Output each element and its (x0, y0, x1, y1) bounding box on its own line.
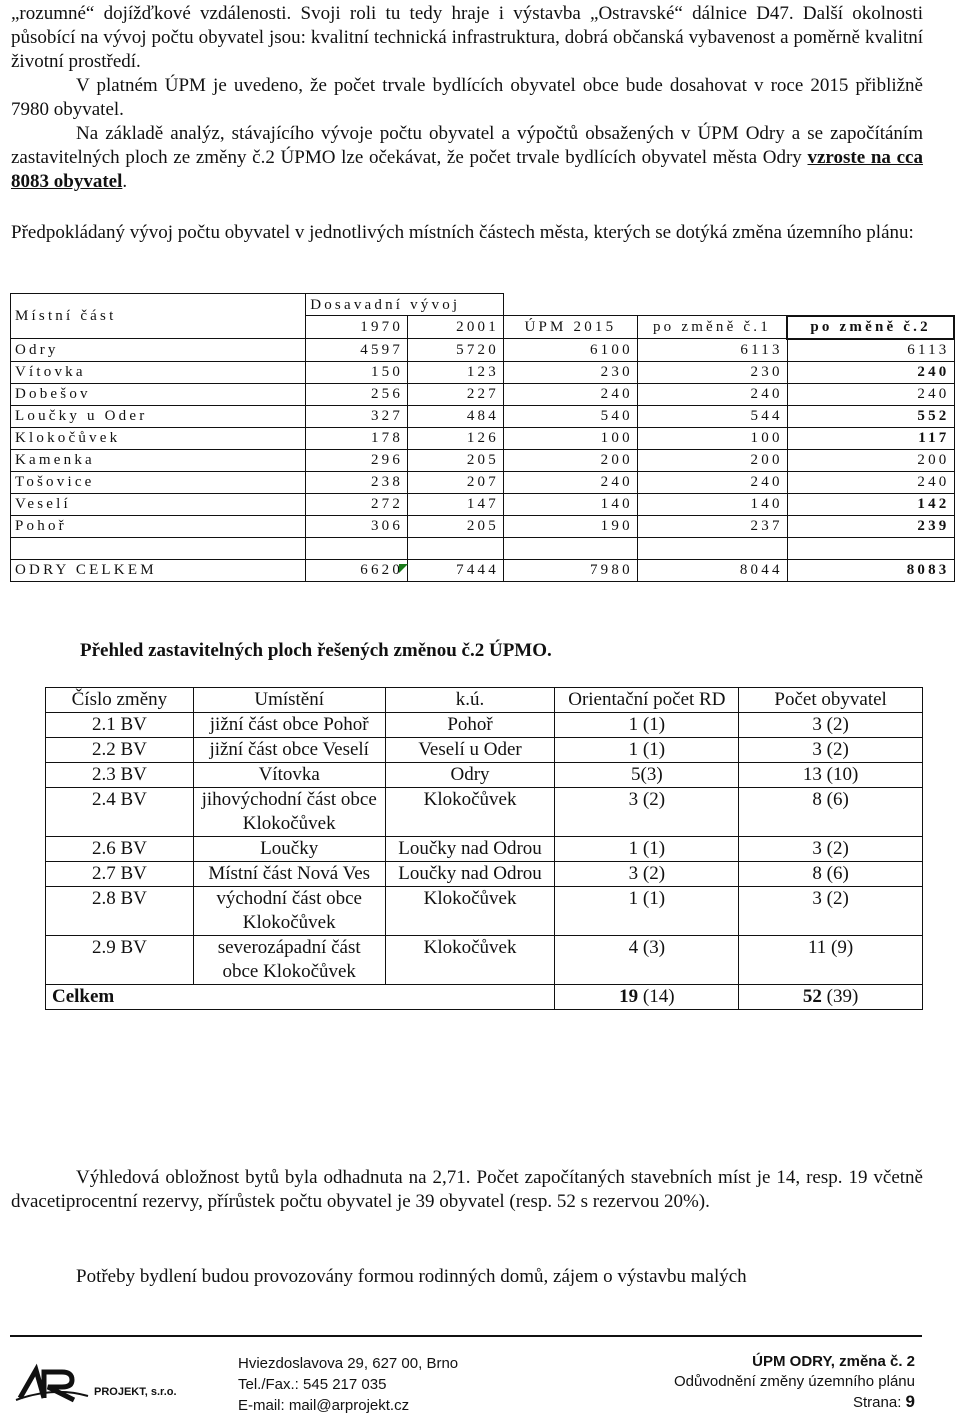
row-change-2: 552 (787, 405, 954, 427)
zone-cadastre: Klokočůvek (385, 788, 555, 837)
row-change-1: 237 (637, 515, 787, 537)
row-change-2: 240 (787, 361, 954, 383)
intro-paragraph-2: V platném ÚPM je uvedeno, že počet trvale bydlících obyvatel obce bude dosahovat v roce 2015 přibližně 7980 obyvatel. (11, 75, 923, 120)
header-spacer (637, 294, 787, 316)
table-row (11, 471, 955, 493)
row-2001: 147 (408, 493, 504, 515)
row-change-1: 230 (637, 361, 787, 383)
row-name: Klokočůvek (11, 427, 306, 449)
row-change-1: 240 (637, 471, 787, 493)
row-upm: 190 (503, 515, 637, 537)
table-row (11, 427, 955, 449)
zone-population: 3 (2) (739, 887, 923, 936)
zone-cadastre: Klokočůvek (385, 936, 555, 985)
row-change-1: 240 (637, 383, 787, 405)
intro-paragraph-4: Předpokládaný vývoj počtu obyvatel v jednotlivých místních částech města, kterých se dotýká změna územního plánu: (11, 222, 914, 243)
total-2001: 7444 (408, 559, 504, 581)
empty-cell (787, 537, 954, 559)
zone-location: východní část obce Klokočůvek (193, 887, 385, 936)
row-1970: 178 (306, 427, 408, 449)
row-upm: 6100 (503, 339, 637, 362)
zone-cadastre: Loučky nad Odrou (385, 862, 555, 887)
row-name: Loučky u Oder (11, 405, 306, 427)
zone-location: severozápadní část obce Klokočůvek (193, 936, 385, 985)
intro-paragraph-3 (11, 122, 923, 194)
row-change-2: 117 (787, 427, 954, 449)
total-upm: 7980 (503, 559, 637, 581)
zone-number: 2.1 BV (46, 713, 194, 738)
zone-location: Loučky (193, 837, 385, 862)
logo-text: PROJEKT, s.r.o. (94, 1386, 177, 1398)
row-2001: 205 (408, 449, 504, 471)
total-name: ODRY CELKEM (11, 559, 306, 581)
page-number: 9 (905, 1392, 915, 1411)
page-label: Strana: (853, 1394, 906, 1411)
zone-location: jižní část obce Pohoř (193, 713, 385, 738)
row-change-2: 200 (787, 449, 954, 471)
zone-houses: 3 (2) (555, 788, 739, 837)
zone-population: 3 (2) (739, 837, 923, 862)
table-row (11, 405, 955, 427)
address-line: Hviezdoslavova 29, 627 00, Brno (238, 1355, 459, 1372)
zone-location: jihovýchodní část obce Klokočůvek (193, 788, 385, 837)
table-row-total (11, 559, 955, 581)
zone-number: 2.3 BV (46, 763, 194, 788)
zones-total-population-main: 52 (802, 986, 822, 1007)
table-row (11, 493, 955, 515)
row-upm: 230 (503, 361, 637, 383)
table-row (46, 862, 923, 887)
row-2001: 484 (408, 405, 504, 427)
row-change-1: 140 (637, 493, 787, 515)
population-table (10, 293, 955, 582)
row-change-1: 6113 (637, 339, 787, 362)
row-upm: 200 (503, 449, 637, 471)
ar-logo-icon (14, 1360, 184, 1410)
header-history-group: Dosavadní vývoj (306, 294, 504, 316)
outro-paragraph-1: Výhledová obložnost bytů byla odhadnuta na 2,71. Počet započítaných stavebních míst je 14, resp. 19 včetně dvacetiprocentní rezervy, přírůstek počtu obyvatel je 39 obyvatel (resp. 52 s rezervou 20%). (11, 1167, 923, 1212)
row-name: Veselí (11, 493, 306, 515)
row-upm: 100 (503, 427, 637, 449)
zone-number: 2.2 BV (46, 738, 194, 763)
table-row-total (46, 985, 923, 1010)
company-address-block (238, 1353, 458, 1416)
row-change-2: 239 (787, 515, 954, 537)
zone-cadastre: Veselí u Oder (385, 738, 555, 763)
row-change-2: 240 (787, 383, 954, 405)
row-name: Kamenka (11, 449, 306, 471)
zones-header-cadastre: k.ú. (385, 688, 555, 713)
row-2001: 123 (408, 361, 504, 383)
table-row (11, 361, 955, 383)
row-1970: 306 (306, 515, 408, 537)
zone-population: 8 (6) (739, 788, 923, 837)
project-title: ÚPM ODRY, změna č. 2 (752, 1353, 915, 1370)
header-upm-2015: ÚPM 2015 (503, 316, 637, 339)
table-row (11, 383, 955, 405)
zone-houses: 1 (1) (555, 738, 739, 763)
zones-header-location: Umístění (193, 688, 385, 713)
zones-heading: Přehled zastavitelných ploch řešených změnou č.2 ÚPMO. (80, 640, 552, 661)
page-indicator (674, 1392, 915, 1413)
zone-number: 2.8 BV (46, 887, 194, 936)
zone-number: 2.7 BV (46, 862, 194, 887)
zone-houses: 3 (2) (555, 862, 739, 887)
zones-header-number: Číslo změny (46, 688, 194, 713)
zones-total-population (739, 985, 923, 1010)
outro-paragraph-2: Potřeby bydlení budou provozovány formou rodinných domů, zájem o výstavbu malých (76, 1266, 747, 1287)
header-spacer (503, 294, 637, 316)
row-1970: 238 (306, 471, 408, 493)
row-1970: 256 (306, 383, 408, 405)
zone-number: 2.6 BV (46, 837, 194, 862)
row-1970: 327 (306, 405, 408, 427)
header-change-2: po změně č.2 (787, 316, 954, 339)
header-2001: 2001 (408, 316, 504, 339)
population-forecast-emphasis: vzroste na cca 8083 obyvatel (11, 147, 923, 192)
project-info-block (674, 1352, 915, 1413)
zone-location: jižní část obce Veselí (193, 738, 385, 763)
zone-cadastre: Odry (385, 763, 555, 788)
row-1970: 272 (306, 493, 408, 515)
row-upm: 240 (503, 471, 637, 493)
table-row (11, 449, 955, 471)
table-row (46, 738, 923, 763)
intro-paragraph-3-text: Na základě analýz, stávajícího vývoje počtu obyvatel a výpočtů obsažených v ÚPM Odry a se započítáním zastavitelných ploch ze změny č.2 ÚPMO lze očekávat, že počet trvale bydlících obyvatel města Odry (11, 123, 923, 168)
total-change-2: 8083 (787, 559, 954, 581)
row-name: Dobešov (11, 383, 306, 405)
table-row (46, 763, 923, 788)
row-name: Pohoř (11, 515, 306, 537)
zone-houses: 5(3) (555, 763, 739, 788)
row-upm: 240 (503, 383, 637, 405)
row-upm: 140 (503, 493, 637, 515)
table-row (11, 339, 955, 362)
row-change-2: 142 (787, 493, 954, 515)
empty-cell (306, 537, 408, 559)
empty-cell (408, 537, 504, 559)
row-name: Odry (11, 339, 306, 362)
zones-total-houses-reserve: (14) (638, 986, 675, 1007)
zone-population: 3 (2) (739, 713, 923, 738)
table-row (46, 837, 923, 862)
table-row-empty (11, 537, 955, 559)
footer-divider (10, 1335, 922, 1337)
row-upm: 540 (503, 405, 637, 427)
row-change-2: 6113 (787, 339, 954, 362)
intro-paragraph-3-end: . (122, 171, 128, 192)
row-name: Vítovka (11, 361, 306, 383)
zones-table (45, 687, 923, 1010)
zone-houses: 1 (1) (555, 713, 739, 738)
zones-total-houses-main: 19 (619, 986, 639, 1007)
zone-cadastre: Pohoř (385, 713, 555, 738)
row-2001: 126 (408, 427, 504, 449)
email-line: E-mail: mail@arprojekt.cz (238, 1397, 410, 1414)
zones-header-population: Počet obyvatel (739, 688, 923, 713)
header-1970: 1970 (306, 316, 408, 339)
empty-cell (637, 537, 787, 559)
zones-total-population-reserve: (39) (821, 986, 859, 1007)
row-change-1: 200 (637, 449, 787, 471)
zones-total-label: Celkem (46, 985, 555, 1010)
row-2001: 207 (408, 471, 504, 493)
intro-paragraph-1: „rozumné“ dojížďkové vzdálenosti. Svoji roli tu tedy hraje i výstavba „Ostravské“ dálnice D47. Další okolnosti působící na vývoj počtu obyvatel jsou: kvalitní technická infrastruktura, dobrá občanská vybavenost a poměrně kvalitní životní prostředí. (11, 3, 923, 72)
row-2001: 227 (408, 383, 504, 405)
total-change-1: 8044 (637, 559, 787, 581)
row-change-1: 544 (637, 405, 787, 427)
row-2001: 205 (408, 515, 504, 537)
table-row (46, 713, 923, 738)
zone-location: Místní část Nová Ves (193, 862, 385, 887)
table-row (11, 515, 955, 537)
green-flag-marker (399, 564, 408, 573)
phone-line: Tel./Fax.: 545 217 035 (238, 1376, 387, 1393)
row-1970: 150 (306, 361, 408, 383)
row-change-1: 100 (637, 427, 787, 449)
zone-population: 8 (6) (739, 862, 923, 887)
row-1970: 296 (306, 449, 408, 471)
company-logo (14, 1360, 184, 1410)
header-spacer (787, 294, 954, 316)
header-place: Místní část (11, 294, 306, 339)
zone-location: Vítovka (193, 763, 385, 788)
zone-number: 2.9 BV (46, 936, 194, 985)
zone-houses: 4 (3) (555, 936, 739, 985)
empty-cell (11, 537, 306, 559)
zone-houses: 1 (1) (555, 887, 739, 936)
table-row (46, 936, 923, 985)
zone-houses: 1 (1) (555, 837, 739, 862)
zones-total-houses (555, 985, 739, 1010)
zones-header-houses: Orientační počet RD (555, 688, 739, 713)
row-1970: 4597 (306, 339, 408, 362)
empty-cell (503, 537, 637, 559)
zone-population: 3 (2) (739, 738, 923, 763)
zone-population: 13 (10) (739, 763, 923, 788)
zone-cadastre: Loučky nad Odrou (385, 837, 555, 862)
row-change-2: 240 (787, 471, 954, 493)
zone-population: 11 (9) (739, 936, 923, 985)
project-subtitle: Odůvodnění změny územního plánu (674, 1373, 915, 1390)
total-1970: 6620 (306, 559, 408, 581)
zone-cadastre: Klokočůvek (385, 887, 555, 936)
row-2001: 5720 (408, 339, 504, 362)
zone-number: 2.4 BV (46, 788, 194, 837)
header-change-1: po změně č.1 (637, 316, 787, 339)
table-row (46, 887, 923, 936)
table-row (46, 788, 923, 837)
row-name: Tošovice (11, 471, 306, 493)
